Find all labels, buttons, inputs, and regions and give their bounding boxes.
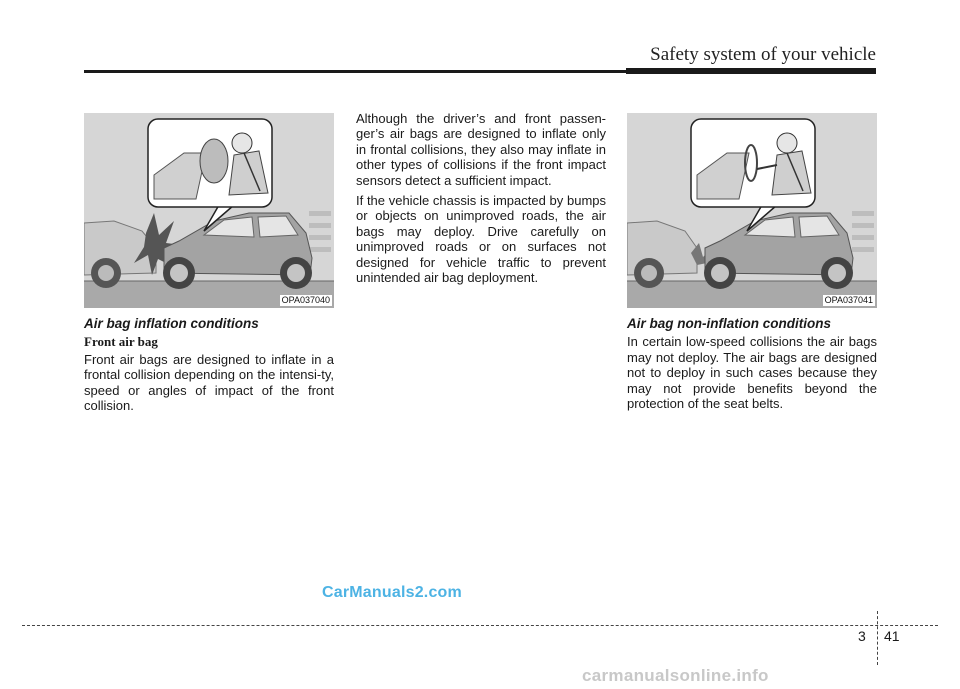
- footer-page-separator: [877, 611, 878, 665]
- non-inflation-conditions-heading: Air bag non-inflation conditions: [627, 316, 831, 331]
- figure-code-right: OPA037041: [824, 295, 873, 305]
- other-collisions-paragraph: Although the driver’s and front passen-ger’s air bags are designed to inflate only in frontal collisions, they also may inflate in other types of collisions if the front impact sensors detect a sufficient impact.: [356, 111, 606, 188]
- low-speed-paragraph: In certain low-speed collisions the air bags may not deploy. The air bags are designed not to deploy in such cases because they may not provide benefits beyond the protection of the seat belts.: [627, 334, 877, 412]
- inflation-conditions-heading: Air bag inflation conditions: [84, 316, 259, 331]
- page-number: 41: [884, 628, 900, 644]
- header-rule-accent: [626, 68, 876, 74]
- left-column: [84, 316, 334, 418]
- footer-divider: [22, 625, 938, 626]
- section-title: Safety system of your vehicle: [650, 44, 876, 65]
- watermark-footer: carmanualsonline.info: [582, 666, 769, 685]
- chassis-impact-paragraph: If the vehicle chassis is impacted by bumps or objects on unimproved roads, the air bags may deploy. Drive carefully on unimproved roads or on surfaces not designed for vehicle traffic to prevent unintended air bag deployment.: [356, 193, 606, 286]
- watermark-link[interactable]: CarManuals2.com: [322, 584, 462, 601]
- middle-column: [356, 111, 606, 290]
- front-airbag-paragraph: Front air bags are designed to inflate in a frontal collision depending on the intensi-ty, speed or angles of impact of the front collision.: [84, 351, 334, 414]
- figure-airbag-inflation: [84, 113, 334, 308]
- figure-airbag-non-inflation: [627, 113, 877, 308]
- chapter-number: 3: [858, 628, 866, 644]
- low-speed-illustration: [627, 113, 877, 308]
- front-airbag-subheading: Front air bag: [84, 334, 158, 350]
- right-column: [627, 316, 877, 416]
- figure-code-left: OPA037040: [281, 295, 330, 305]
- crash-illustration: [84, 113, 334, 308]
